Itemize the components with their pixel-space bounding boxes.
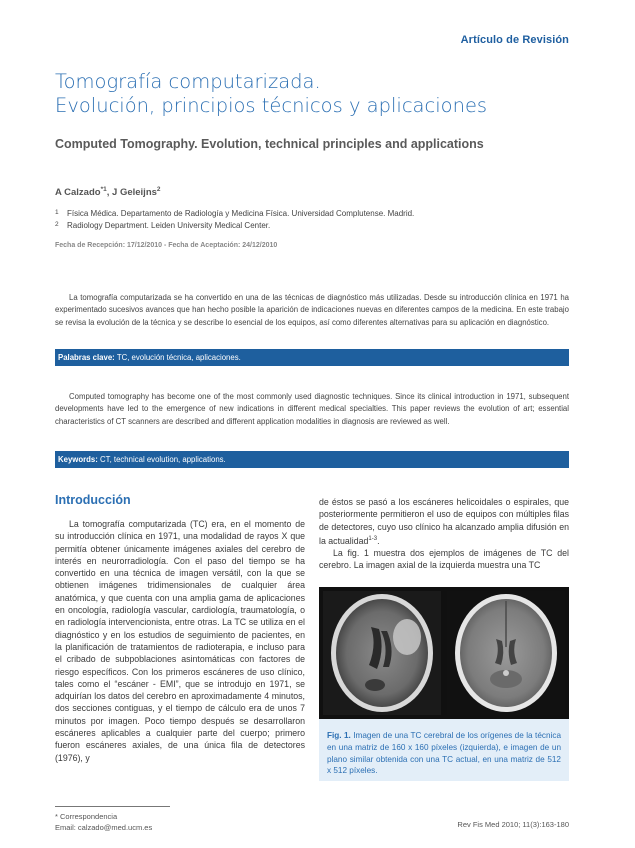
correspondence-email: Email: calzado@med.ucm.es	[55, 823, 153, 832]
correspondence-footnote	[55, 811, 152, 833]
section-label: Artículo de Revisión	[460, 34, 569, 46]
abstract-english-text: Computed tomography has become one of the most commonly used diagnostic techniques. Since its clinical introduction in 1971, subsequent developments have led to the emergence of new indications in different medical specialties. This paper reviews the evolution of art; essential characteristics of CT scanners are described and different application modalities in diagnosis are reviewed as well.	[55, 392, 569, 426]
title-spanish	[55, 70, 585, 118]
keywords-english-label: Keywords:	[58, 455, 98, 464]
author-separator: ,	[106, 187, 113, 199]
affiliation-2-number: 2	[55, 221, 59, 228]
keywords-spanish-label: Palabras clave:	[58, 353, 115, 362]
author-1-name: A Calzado	[55, 187, 101, 199]
figure-1-caption-text: Imagen de una TC cerebral de los orígenes de la técnica en una matriz de 160 x 160 píxeles (izquierda), e imagen de un plano similar obtenida con una TC actual, en una matriz de 512 x 512 píxeles.	[327, 731, 561, 776]
footnote-divider	[55, 806, 170, 807]
affiliation-1	[55, 209, 575, 221]
journal-reference: Rev Fis Med 2010; 11(3):163-180	[457, 820, 569, 829]
author-2-name: J Geleijns	[112, 187, 157, 199]
affiliation-2	[55, 221, 575, 233]
intro-paragraph-3: La fig. 1 muestra dos ejemplos de imágenes de TC del cerebro. La imagen axial de la izquierda muestra una TC	[319, 548, 569, 571]
ct-brain-images	[319, 587, 569, 719]
intro-paragraph-2-end: .	[377, 535, 380, 546]
ct-left-dark-area	[365, 679, 385, 691]
ct-image-right	[447, 591, 565, 715]
figure-1-images	[319, 587, 569, 719]
abstract-english	[55, 391, 569, 428]
abstract-spanish	[55, 292, 569, 329]
section-heading-introduction: Introducción	[55, 493, 131, 507]
affiliation-2-text: Radiology Department. Leiden University Medical Center.	[67, 221, 271, 230]
ct-right-pineal	[503, 670, 509, 676]
keywords-spanish-text: TC, evolución técnica, aplicaciones.	[114, 353, 241, 362]
keywords-bar-spanish	[55, 349, 569, 366]
authors	[55, 186, 161, 198]
affiliation-1-number: 1	[55, 209, 59, 216]
abstract-spanish-text: La tomografía computarizada se ha convertido en una de las técnicas de diagnóstico más utilizadas. Desde su introducción clínica en 1971 ha experimentado sucesivos avances que han hecho posible la aparición de indicaciones nuevas en diferentes campos de la medicina. En este trabajo se revisa la evolución de la técnica y se describe lo esencial de los equipos, así como diferentes alternativas para su aplicación en diagnóstico.	[55, 293, 569, 327]
title-spanish-line-1: Tomografía computarizada.	[55, 70, 321, 93]
author-2-affil-mark: 2	[156, 186, 161, 193]
correspondence-label: * Correspondencia	[55, 812, 118, 821]
keywords-bar-english	[55, 451, 569, 468]
intro-paragraph-1: La tomografía computarizada (TC) era, en el momento de su introducción clínica en 1971, una modalidad de rayos X que permitía obtener únicamente imágenes axiales del cerebro de interés en neurorradiología. Con el paso del tiempo se ha convertido en una técnica de imagen versátil, con la que se obtienen imágenes tridimensionales de cualquier área anatómica, y que cuenta con una amplia gama de aplicaciones en oncología, radiología vascular, cardiología, traumatología, o en radiología intervencionista, entre otras. La TC se utiliza en el diagnóstico y en los estudios de seguimiento de pacientes, en la planificación de tratamientos de radioterapia, e incluso para el cribado de subpoblaciones asintomáticas con factores de riesgo específicos. Con los primeros escáneres de uso clínico, tales como el “escáner - EMI”, que se introdujo en 1971, se adquirían los datos del cerebro en aproximadamente 4 minutos, dos secciones contiguas, y el tiempo de cálculo era de unos 7 minutos por imagen. Poco tiempo después se desarrollaron escáneres aplicables a cualquier parte del cuerpo; primero fueron escáneres axiales, de una única fila de detectores (1976), y	[55, 519, 305, 763]
figure-1-caption	[319, 719, 569, 781]
affiliation-1-text: Física Médica. Departamento de Radiología y Medicina Física. Universidad Complutense. Madrid.	[67, 209, 415, 218]
ct-image-left	[323, 591, 441, 715]
left-column	[55, 492, 305, 764]
affiliations	[55, 209, 575, 233]
ct-left-brain	[336, 599, 428, 707]
citation-superscript: 1-3	[368, 535, 378, 542]
ct-left-lesion	[393, 619, 421, 655]
submission-dates: Fecha de Recepción: 17/12/2010 - Fecha de Aceptación: 24/12/2010	[55, 242, 278, 249]
intro-paragraph-2-text: de éstos se pasó a los escáneres helicoidales o espirales, que posteriormente permitieron el uso de equipos con múltiples filas de detectores, cuyo uso clínico ha alcanzado amplia difusión en la actualidad	[319, 497, 569, 546]
intro-paragraph-2	[319, 496, 569, 547]
keywords-english-text: CT, technical evolution, applications.	[97, 455, 226, 464]
title-english: Computed Tomography. Evolution, technical principles and applications	[55, 137, 484, 151]
right-column	[319, 496, 569, 572]
figure-1-label: Fig. 1.	[327, 731, 351, 740]
title-spanish-line-2: Evolución, principios técnicos y aplicaciones	[55, 94, 488, 117]
author-1-affil-mark: *1	[100, 186, 107, 193]
